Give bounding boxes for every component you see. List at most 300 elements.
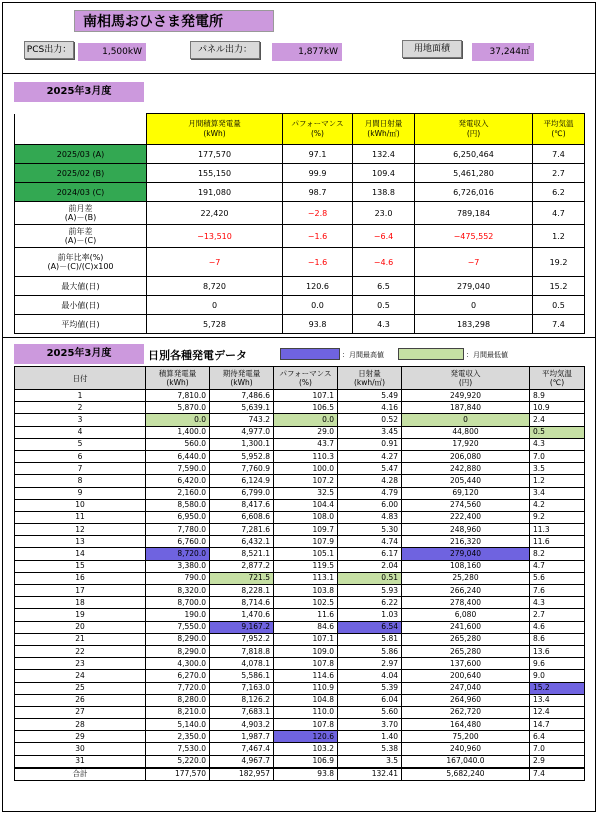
data-cell: 75,200 <box>402 731 530 743</box>
day-cell: 7 <box>15 463 146 475</box>
col-revenue <box>415 114 533 145</box>
data-cell: 164,480 <box>402 719 530 731</box>
summary-cell: 109.4 <box>353 164 415 183</box>
col-text: (%) <box>299 378 312 387</box>
data-cell: 8.2 <box>530 548 585 560</box>
data-cell: 114.6 <box>274 670 338 682</box>
data-cell: 110.0 <box>274 706 338 718</box>
data-cell: 12.4 <box>530 706 585 718</box>
data-cell: 8,700.0 <box>146 597 210 609</box>
summary-cell: 138.8 <box>353 183 415 202</box>
data-cell: 4.27 <box>338 450 402 462</box>
data-cell: 6,420.0 <box>146 475 210 487</box>
day-cell: 16 <box>15 572 146 584</box>
data-cell: 1.03 <box>338 609 402 621</box>
daily-month-title: 2025年3月度 <box>14 344 144 364</box>
data-cell: 5.30 <box>338 524 402 536</box>
data-cell: 107.8 <box>274 658 338 670</box>
land-label: 用地面積 <box>402 40 462 58</box>
data-cell: 6.22 <box>338 597 402 609</box>
summary-cell: 6.5 <box>353 277 415 296</box>
day-cell: 2 <box>15 402 146 414</box>
summary-row <box>15 183 585 202</box>
data-cell: 248,960 <box>402 524 530 536</box>
summary-cell: 191,080 <box>147 183 283 202</box>
summary-cell: 120.6 <box>283 277 353 296</box>
table-row <box>15 658 585 670</box>
data-cell: 1,400.0 <box>146 426 210 438</box>
data-cell: 1.40 <box>338 731 402 743</box>
daily-title: 日別各種発電データ <box>148 349 247 362</box>
data-cell: 109.7 <box>274 524 338 536</box>
diff-label-main: 前年差 <box>68 227 93 236</box>
data-cell: 7,486.6 <box>210 390 274 402</box>
data-cell: 790.0 <box>146 572 210 584</box>
divider <box>2 73 596 74</box>
data-cell: 2,877.2 <box>210 560 274 572</box>
summary-header-row <box>15 114 585 145</box>
data-cell: 13.4 <box>530 694 585 706</box>
data-cell: 265,280 <box>402 633 530 645</box>
table-row <box>15 633 585 645</box>
data-cell: 279,040 <box>402 548 530 560</box>
data-cell: 5,870.0 <box>146 402 210 414</box>
data-cell: 278,400 <box>402 597 530 609</box>
summary-cell: 0.0 <box>283 296 353 315</box>
table-row <box>15 609 585 621</box>
day-cell: 11 <box>15 511 146 523</box>
summary-cell: 6.2 <box>533 183 585 202</box>
data-cell: 11.6 <box>274 609 338 621</box>
data-cell: 10.9 <box>530 402 585 414</box>
legend-min-text: ：月間最低値 <box>466 351 508 359</box>
summary-cell: 132.4 <box>353 145 415 164</box>
data-cell: 8,126.2 <box>210 694 274 706</box>
day-cell: 6 <box>15 450 146 462</box>
daily-table <box>14 366 585 781</box>
summary-cell: 5,728 <box>147 315 283 334</box>
day-cell: 15 <box>15 560 146 572</box>
data-cell: 7.4 <box>530 768 585 781</box>
data-cell: 7,818.8 <box>210 645 274 657</box>
day-cell: 27 <box>15 706 146 718</box>
data-cell: 8,714.6 <box>210 597 274 609</box>
table-row <box>15 694 585 706</box>
daily-col-header <box>530 367 585 390</box>
data-cell: 137,600 <box>402 658 530 670</box>
data-cell: 4.3 <box>530 438 585 450</box>
summary-diff-row <box>15 225 585 248</box>
col-text: (kWh) <box>166 378 189 387</box>
data-cell: 4,967.7 <box>210 755 274 768</box>
data-cell: 2,350.0 <box>146 731 210 743</box>
data-cell: 5,140.0 <box>146 719 210 731</box>
data-cell: 43.7 <box>274 438 338 450</box>
table-row <box>15 548 585 560</box>
data-cell: 1,300.1 <box>210 438 274 450</box>
day-cell: 4 <box>15 426 146 438</box>
summary-cell: 7.4 <box>533 145 585 164</box>
data-cell: 103.8 <box>274 585 338 597</box>
table-row <box>15 450 585 462</box>
data-cell: 6.00 <box>338 499 402 511</box>
data-cell: 7,590.0 <box>146 463 210 475</box>
data-cell: 3.5 <box>338 755 402 768</box>
summary-cell: 98.7 <box>283 183 353 202</box>
data-cell: 1,987.7 <box>210 731 274 743</box>
data-cell: 3.5 <box>530 463 585 475</box>
summary-cell: 97.1 <box>283 145 353 164</box>
daily-header-row <box>15 367 585 390</box>
col-text: (kWh) <box>230 378 253 387</box>
data-cell: 110.9 <box>274 682 338 694</box>
col-text: 発電収入 <box>450 369 481 378</box>
blank-cell <box>15 114 147 145</box>
day-cell: 19 <box>15 609 146 621</box>
table-row <box>15 572 585 584</box>
table-row <box>15 731 585 743</box>
data-cell: 6,799.0 <box>210 487 274 499</box>
data-cell: 560.0 <box>146 438 210 450</box>
summary-cell: −6.4 <box>353 225 415 248</box>
diff-label-formula: (A)－(C)/(C)x100 <box>47 262 114 271</box>
data-cell: 100.0 <box>274 463 338 475</box>
col-performance <box>283 114 353 145</box>
daily-col-header <box>274 367 338 390</box>
data-cell: 1.2 <box>530 475 585 487</box>
day-cell: 14 <box>15 548 146 560</box>
data-cell: 5.86 <box>338 645 402 657</box>
day-cell: 5 <box>15 438 146 450</box>
data-cell: 7.0 <box>530 450 585 462</box>
data-cell: 104.4 <box>274 499 338 511</box>
data-cell: 32.5 <box>274 487 338 499</box>
summary-cell: 22,420 <box>147 202 283 225</box>
data-cell: 2.9 <box>530 755 585 768</box>
data-cell: 187,840 <box>402 402 530 414</box>
day-cell: 31 <box>15 755 146 768</box>
day-cell: 23 <box>15 658 146 670</box>
table-row <box>15 585 585 597</box>
data-cell: 0.52 <box>338 414 402 426</box>
data-cell: 5.47 <box>338 463 402 475</box>
summary-diff-label <box>15 225 147 248</box>
data-cell: 6,124.9 <box>210 475 274 487</box>
table-row <box>15 438 585 450</box>
data-cell: 120.6 <box>274 731 338 743</box>
data-cell: 5.81 <box>338 633 402 645</box>
data-cell: 105.1 <box>274 548 338 560</box>
data-cell: 0 <box>402 414 530 426</box>
data-cell: 84.6 <box>274 621 338 633</box>
daily-col-header <box>146 367 210 390</box>
col-irradiation <box>353 114 415 145</box>
table-row <box>15 390 585 402</box>
col-unit: (円) <box>466 129 481 138</box>
data-cell: 102.5 <box>274 597 338 609</box>
data-cell: 4,078.1 <box>210 658 274 670</box>
summary-cell: 93.8 <box>283 315 353 334</box>
daily-col-header <box>15 367 146 390</box>
data-cell: 8,720.0 <box>146 548 210 560</box>
col-text: 月間日射量 <box>364 119 403 128</box>
data-cell: 4.16 <box>338 402 402 414</box>
table-row <box>15 597 585 609</box>
data-cell: 743.2 <box>210 414 274 426</box>
day-cell: 25 <box>15 682 146 694</box>
col-text: (kwh/㎡) <box>353 378 386 387</box>
data-cell: 13.6 <box>530 645 585 657</box>
data-cell: 9.2 <box>530 511 585 523</box>
summary-row-label: 2025/03 (A) <box>15 145 147 164</box>
day-cell: 24 <box>15 670 146 682</box>
data-cell: 206,080 <box>402 450 530 462</box>
summary-cell: 4.3 <box>353 315 415 334</box>
day-cell: 10 <box>15 499 146 511</box>
data-cell: 14.7 <box>530 719 585 731</box>
summary-row-label: 2025/02 (B) <box>15 164 147 183</box>
summary-stat-row <box>15 315 585 334</box>
col-text: パフォーマンス <box>279 369 332 378</box>
data-cell: 7,780.0 <box>146 524 210 536</box>
day-cell: 26 <box>15 694 146 706</box>
data-cell: 8,521.1 <box>210 548 274 560</box>
summary-stat-label: 平均値(日) <box>15 315 147 334</box>
data-cell: 5.60 <box>338 706 402 718</box>
summary-diff-row <box>15 202 585 225</box>
data-cell: 9.0 <box>530 670 585 682</box>
data-cell: 25,280 <box>402 572 530 584</box>
table-row <box>15 402 585 414</box>
table-row <box>15 670 585 682</box>
data-cell: 247,040 <box>402 682 530 694</box>
summary-cell: 0.5 <box>533 296 585 315</box>
data-cell: 104.8 <box>274 694 338 706</box>
table-row <box>15 743 585 755</box>
day-cell: 18 <box>15 597 146 609</box>
col-unit: (kWh) <box>203 129 226 138</box>
data-cell: 3.4 <box>530 487 585 499</box>
diff-label-main: 前年比率(%) <box>57 253 104 262</box>
data-cell: 11.3 <box>530 524 585 536</box>
col-text: 発電収入 <box>458 119 489 128</box>
day-cell: 21 <box>15 633 146 645</box>
summary-cell: 7.4 <box>533 315 585 334</box>
data-cell: 4.3 <box>530 597 585 609</box>
daily-col-header <box>402 367 530 390</box>
data-cell: 5.93 <box>338 585 402 597</box>
data-cell: 721.5 <box>210 572 274 584</box>
data-cell: 4,300.0 <box>146 658 210 670</box>
data-cell: 107.8 <box>274 719 338 731</box>
summary-cell: −2.8 <box>283 202 353 225</box>
data-cell: 2.97 <box>338 658 402 670</box>
summary-cell: 6,250,464 <box>415 145 533 164</box>
data-cell: 241,600 <box>402 621 530 633</box>
data-cell: 7.0 <box>530 743 585 755</box>
col-text: 期待発電量 <box>222 369 261 378</box>
daily-col-header <box>338 367 402 390</box>
data-cell: 4.6 <box>530 621 585 633</box>
data-cell: 7,720.0 <box>146 682 210 694</box>
summary-cell: 23.0 <box>353 202 415 225</box>
table-row <box>15 621 585 633</box>
table-row <box>15 414 585 426</box>
table-row <box>15 487 585 499</box>
col-text: 月間積算発電量 <box>188 119 241 128</box>
data-cell: 107.9 <box>274 536 338 548</box>
data-cell: 5,586.1 <box>210 670 274 682</box>
data-cell: 17,920 <box>402 438 530 450</box>
data-cell: 4.79 <box>338 487 402 499</box>
summary-cell: 155,150 <box>147 164 283 183</box>
data-cell: 4.2 <box>530 499 585 511</box>
data-cell: 2.04 <box>338 560 402 572</box>
day-cell: 1 <box>15 390 146 402</box>
data-cell: 7,163.0 <box>210 682 274 694</box>
data-cell: 182,957 <box>210 768 274 781</box>
data-cell: 132.41 <box>338 768 402 781</box>
data-cell: 216,320 <box>402 536 530 548</box>
summary-cell: 6,726,016 <box>415 183 533 202</box>
col-text: パフォーマンス <box>291 119 344 128</box>
summary-diff-row <box>15 248 585 277</box>
summary-cell: 8,720 <box>147 277 283 296</box>
data-cell: 5.49 <box>338 390 402 402</box>
summary-stat-label: 最小値(日) <box>15 296 147 315</box>
divider <box>2 337 596 338</box>
data-cell: 8,290.0 <box>146 633 210 645</box>
day-cell: 20 <box>15 621 146 633</box>
data-cell: 0.0 <box>274 414 338 426</box>
data-cell: 29.0 <box>274 426 338 438</box>
summary-row <box>15 164 585 183</box>
data-cell: 44,800 <box>402 426 530 438</box>
data-cell: 15.2 <box>530 682 585 694</box>
table-row <box>15 426 585 438</box>
page-title: 南相馬おひさま発電所 <box>74 10 274 32</box>
diff-label-formula: (A)－(C) <box>64 236 97 245</box>
data-cell: 2,160.0 <box>146 487 210 499</box>
data-cell: 0.91 <box>338 438 402 450</box>
data-cell: 265,280 <box>402 645 530 657</box>
day-cell: 9 <box>15 487 146 499</box>
summary-diff-label <box>15 248 147 277</box>
col-text: (円) <box>458 378 473 387</box>
day-cell: 17 <box>15 585 146 597</box>
data-cell: 6,080 <box>402 609 530 621</box>
table-row <box>15 719 585 731</box>
data-cell: 249,920 <box>402 390 530 402</box>
data-cell: 4.28 <box>338 475 402 487</box>
data-cell: 6,270.0 <box>146 670 210 682</box>
data-cell: 264,960 <box>402 694 530 706</box>
summary-stat-row <box>15 296 585 315</box>
legend-min-swatch <box>398 348 464 360</box>
land-value: 37,244㎡ <box>472 43 534 61</box>
data-cell: 7,550.0 <box>146 621 210 633</box>
data-cell: 7,760.9 <box>210 463 274 475</box>
summary-cell: 15.2 <box>533 277 585 296</box>
data-cell: 6.04 <box>338 694 402 706</box>
diff-label-formula: (A)－(B) <box>64 213 97 222</box>
summary-cell: 99.9 <box>283 164 353 183</box>
day-cell: 3 <box>15 414 146 426</box>
day-cell: 12 <box>15 524 146 536</box>
summary-cell: −7 <box>147 248 283 277</box>
data-cell: 1,470.6 <box>210 609 274 621</box>
data-cell: 3.45 <box>338 426 402 438</box>
col-text: 日付 <box>72 373 88 383</box>
day-cell: 29 <box>15 731 146 743</box>
table-row <box>15 755 585 768</box>
pcs-label: PCS出力： <box>24 41 74 59</box>
data-cell: 69,120 <box>402 487 530 499</box>
data-cell: 5,639.1 <box>210 402 274 414</box>
data-cell: 103.2 <box>274 743 338 755</box>
data-cell: 6,432.1 <box>210 536 274 548</box>
col-temperature <box>533 114 585 145</box>
data-cell: 107.2 <box>274 475 338 487</box>
data-cell: 6,760.0 <box>146 536 210 548</box>
data-cell: 4.83 <box>338 511 402 523</box>
data-cell: 190.0 <box>146 609 210 621</box>
col-text: 平均気温 <box>543 119 574 128</box>
data-cell: 7,530.0 <box>146 743 210 755</box>
table-row <box>15 499 585 511</box>
day-cell: 8 <box>15 475 146 487</box>
panel-label: パネル出力： <box>190 41 260 59</box>
data-cell: 8,228.1 <box>210 585 274 597</box>
data-cell: 108.0 <box>274 511 338 523</box>
col-unit: (kWh/㎡) <box>367 129 400 138</box>
summary-stat-label: 最大値(日) <box>15 277 147 296</box>
table-row <box>15 560 585 572</box>
data-cell: 109.0 <box>274 645 338 657</box>
data-cell: 8,417.6 <box>210 499 274 511</box>
summary-cell: 1.2 <box>533 225 585 248</box>
summary-diff-label <box>15 202 147 225</box>
data-cell: 108,160 <box>402 560 530 572</box>
col-unit: (℃) <box>551 129 566 138</box>
data-cell: 3.70 <box>338 719 402 731</box>
data-cell: 0.0 <box>146 414 210 426</box>
data-cell: 7,810.0 <box>146 390 210 402</box>
data-cell: 4,903.2 <box>210 719 274 731</box>
summary-cell: −1.6 <box>283 225 353 248</box>
legend-max-text: ：月間最高値 <box>342 351 384 359</box>
daily-col-header <box>210 367 274 390</box>
day-cell: 合計 <box>15 768 146 781</box>
summary-cell: 177,570 <box>147 145 283 164</box>
data-cell: 8,280.0 <box>146 694 210 706</box>
data-cell: 205,440 <box>402 475 530 487</box>
summary-cell: 0 <box>415 296 533 315</box>
data-cell: 106.9 <box>274 755 338 768</box>
summary-cell: −13,510 <box>147 225 283 248</box>
data-cell: 119.5 <box>274 560 338 572</box>
data-cell: 2.7 <box>530 609 585 621</box>
data-cell: 7,952.2 <box>210 633 274 645</box>
data-cell: 9,167.2 <box>210 621 274 633</box>
data-cell: 7,281.6 <box>210 524 274 536</box>
data-cell: 6.17 <box>338 548 402 560</box>
data-cell: 5.39 <box>338 682 402 694</box>
summary-cell: 0.5 <box>353 296 415 315</box>
data-cell: 6,440.0 <box>146 450 210 462</box>
data-cell: 266,240 <box>402 585 530 597</box>
summary-cell: 5,461,280 <box>415 164 533 183</box>
